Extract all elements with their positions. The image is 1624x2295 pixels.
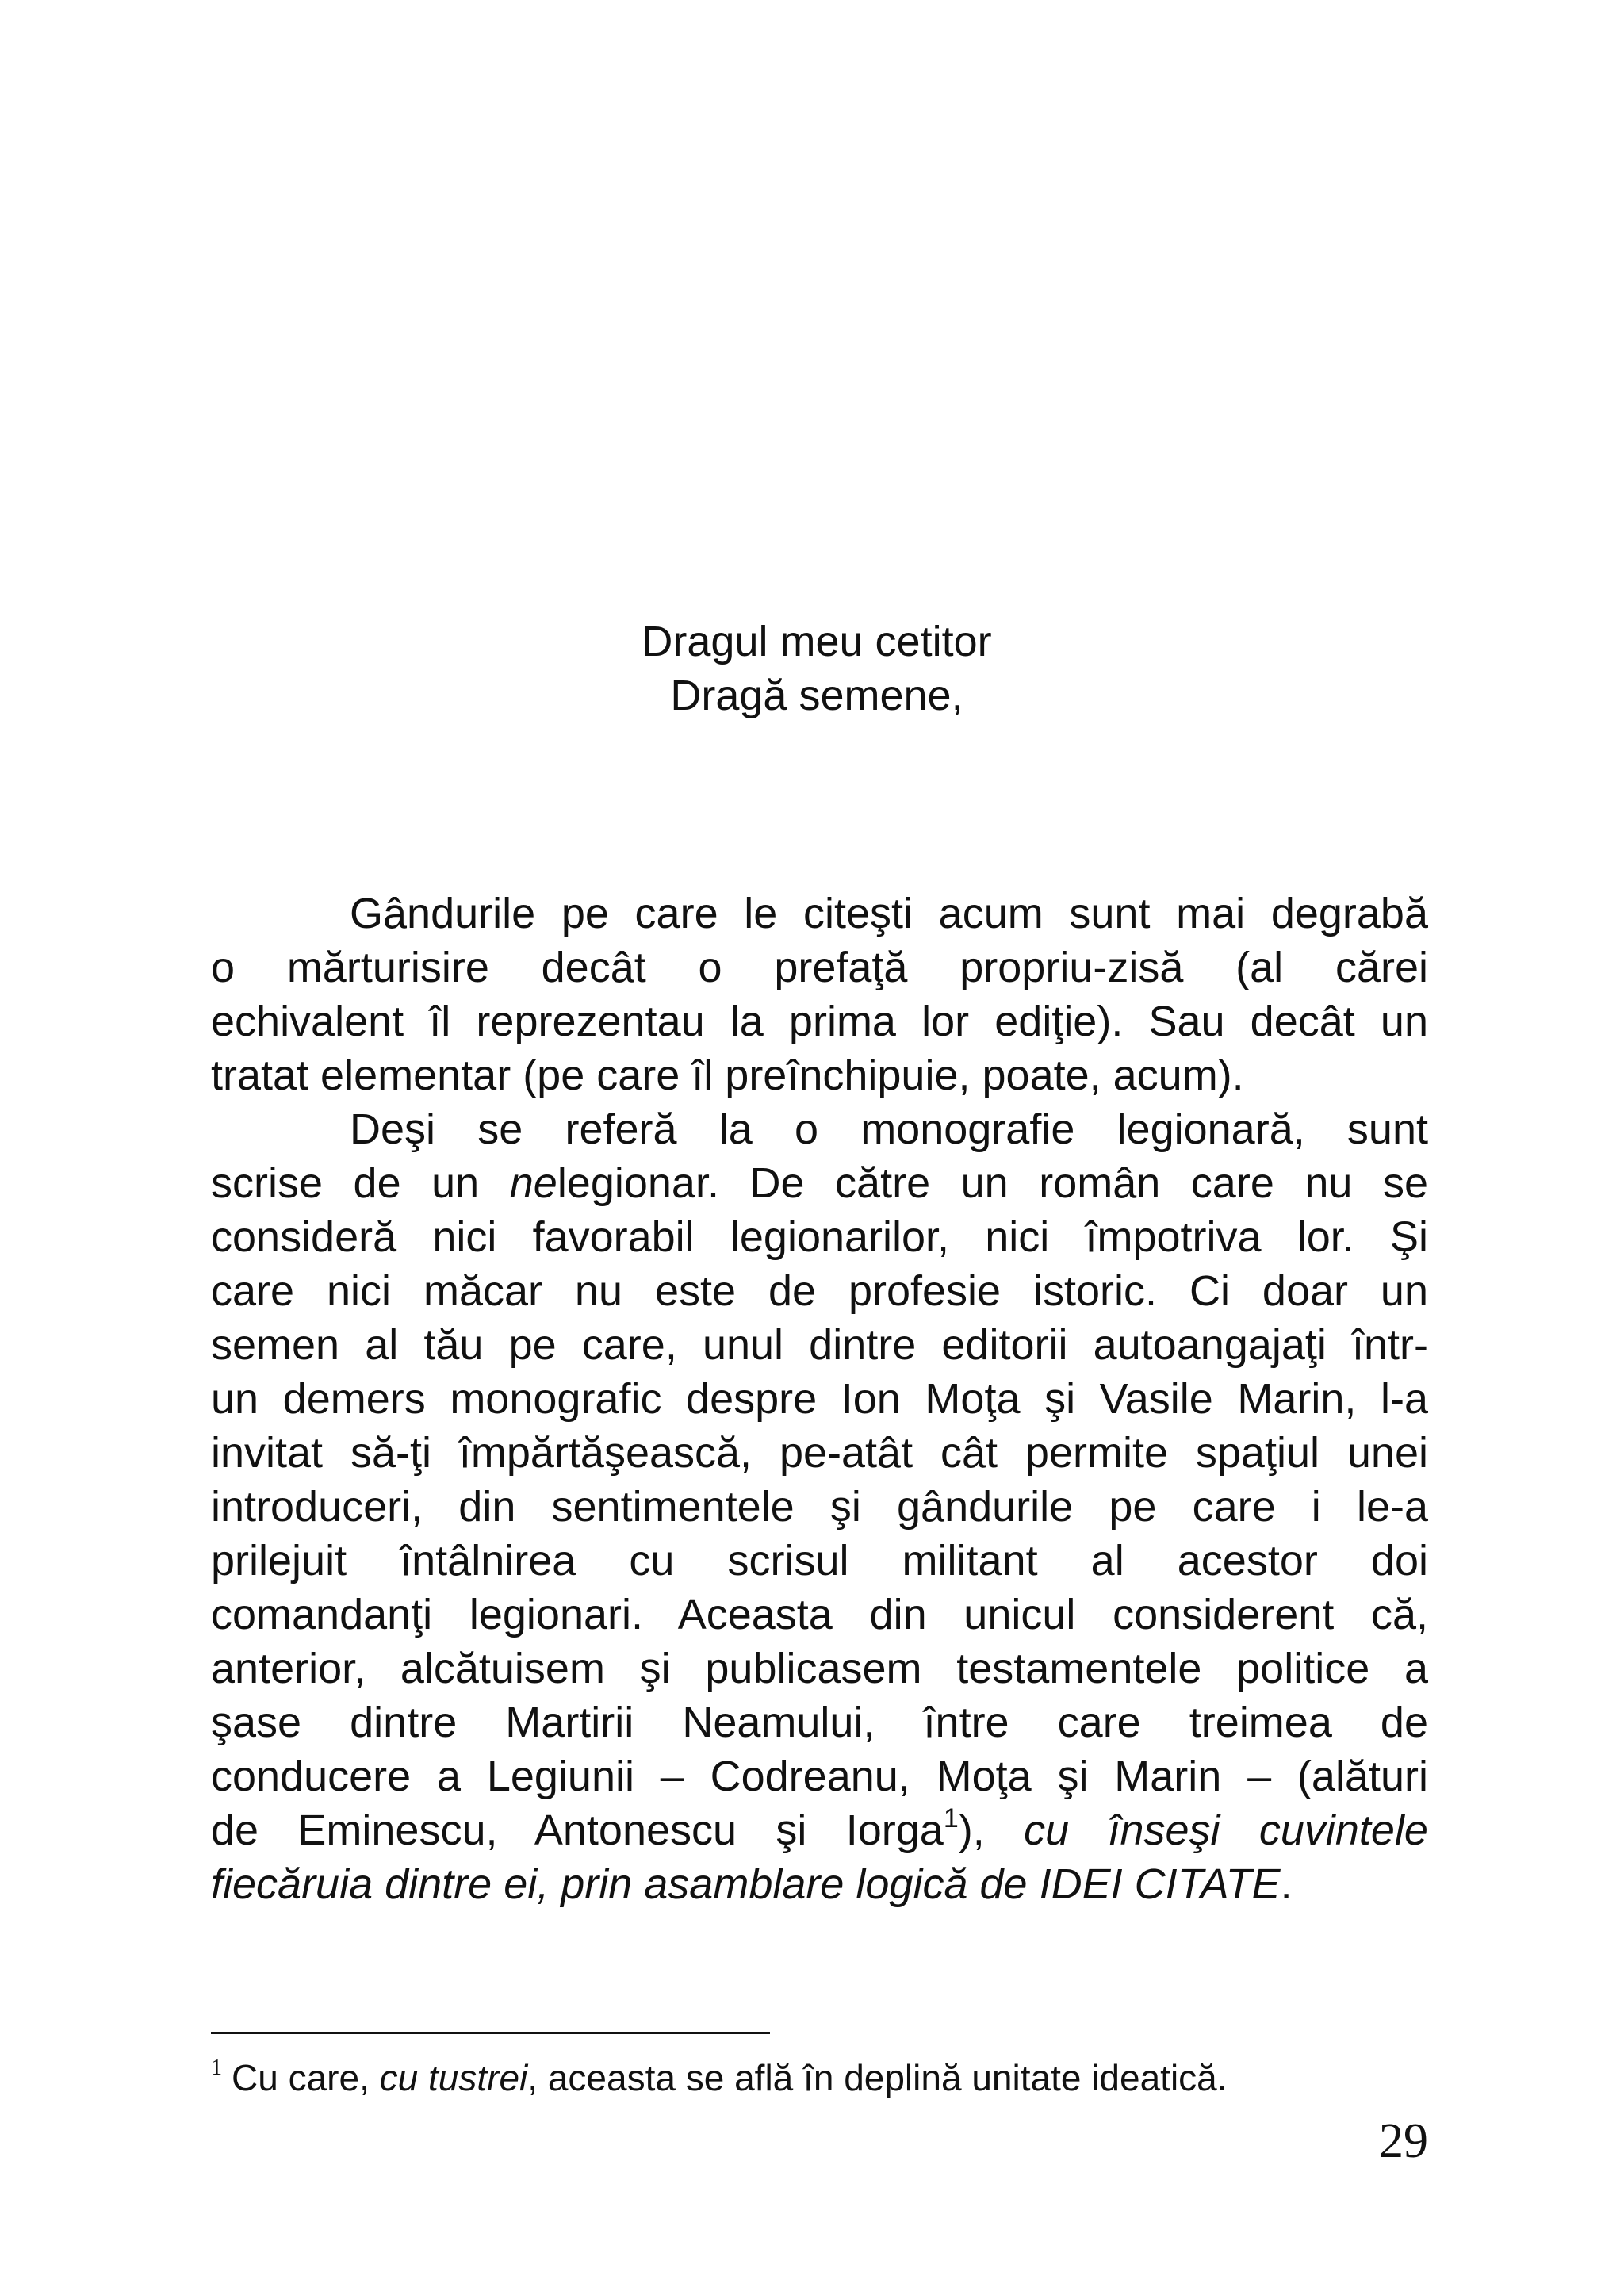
paragraph-2-line: introduceri, din sentimentele şi gândurile pe care i le-a xyxy=(211,1483,1428,1531)
footnote-divider xyxy=(211,2032,770,2034)
footnote-reference[interactable]: 1 xyxy=(943,1803,959,1833)
footnote-italic-text: cu tustrei xyxy=(379,2057,528,2098)
paragraph-2-line: anterior, alcătuisem şi publicasem testamentele politice a xyxy=(211,1645,1428,1692)
text-run: ), xyxy=(958,1806,1025,1854)
salutation-line-1: Dragul meu cetitor xyxy=(642,618,992,665)
italic-prefix: ne xyxy=(509,1159,557,1207)
paragraph-2-line: semen al tău pe care, unul dintre editorii autoangajaţi într- xyxy=(211,1321,1428,1369)
paragraph-2-line: şase dintre Martirii Neamului, între care treimea de xyxy=(211,1699,1428,1746)
page-number: 29 xyxy=(1379,2114,1428,2168)
paragraph-2-line: conducere a Legiunii – Codreanu, Moţa şi Marin – (alături xyxy=(211,1753,1428,1800)
text-run: legionar. De către un român care nu se xyxy=(557,1159,1429,1207)
paragraph-2-line: prilejuit întâlnirea cu scrisul militant al acestor doi xyxy=(211,1537,1428,1584)
body-text xyxy=(211,887,1428,1911)
paragraph-1-line: tratat elementar (pe care îl preînchipuie, poate, acum). xyxy=(211,1052,1244,1099)
text-run: . xyxy=(1280,1860,1293,1908)
footnote-text: , aceasta se află în deplină unitate ideatică. xyxy=(527,2057,1228,2098)
salutation-line-2: Dragă semene, xyxy=(670,672,963,719)
paragraph-2-line xyxy=(211,1156,1428,1210)
paragraph-2-line xyxy=(211,1857,1428,1911)
paragraph-1-line: echivalent îl reprezentau la prima lor ediţie). Sau decât un xyxy=(211,998,1428,1045)
paragraph-1-line: Gândurile pe care le citeşti acum sunt mai degrabă xyxy=(350,890,1428,937)
text-run: de Eminescu, Antonescu şi Iorga xyxy=(211,1806,944,1854)
paragraph-1-line: o mărturisire decât o prefaţă propriu-zisă (al cărei xyxy=(211,944,1428,991)
footnote-text: Cu care, xyxy=(232,2057,380,2098)
paragraph-2-line: Deşi se referă la o monografie legionară, sunt xyxy=(350,1105,1428,1153)
footnote xyxy=(211,2054,1428,2102)
italic-text: fiecăruia dintre ei, prin asamblare logică de IDEI CITATE xyxy=(211,1860,1281,1908)
paragraph-2-line: care nici măcar nu este de profesie istoric. Ci doar un xyxy=(211,1267,1428,1315)
footnote-marker: 1 xyxy=(211,2056,222,2080)
paragraph-2-line: consideră nici favorabil legionarilor, nici împotriva lor. Şi xyxy=(211,1213,1428,1261)
paragraph-2-line: un demers monografic despre Ion Moţa şi Vasile Marin, l-a xyxy=(211,1375,1428,1423)
salutation-heading xyxy=(555,615,1078,722)
text-run: scrise de un xyxy=(211,1159,510,1207)
italic-text: cu înseşi cuvintele xyxy=(1024,1806,1428,1854)
paragraph-2-line: comandanţi legionari. Aceasta din unicul considerent că, xyxy=(211,1591,1428,1638)
paragraph-2-line xyxy=(211,1803,1428,1857)
paragraph-2-line: invitat să-ţi împărtăşească, pe-atât cât permite spaţiul unei xyxy=(211,1429,1428,1477)
